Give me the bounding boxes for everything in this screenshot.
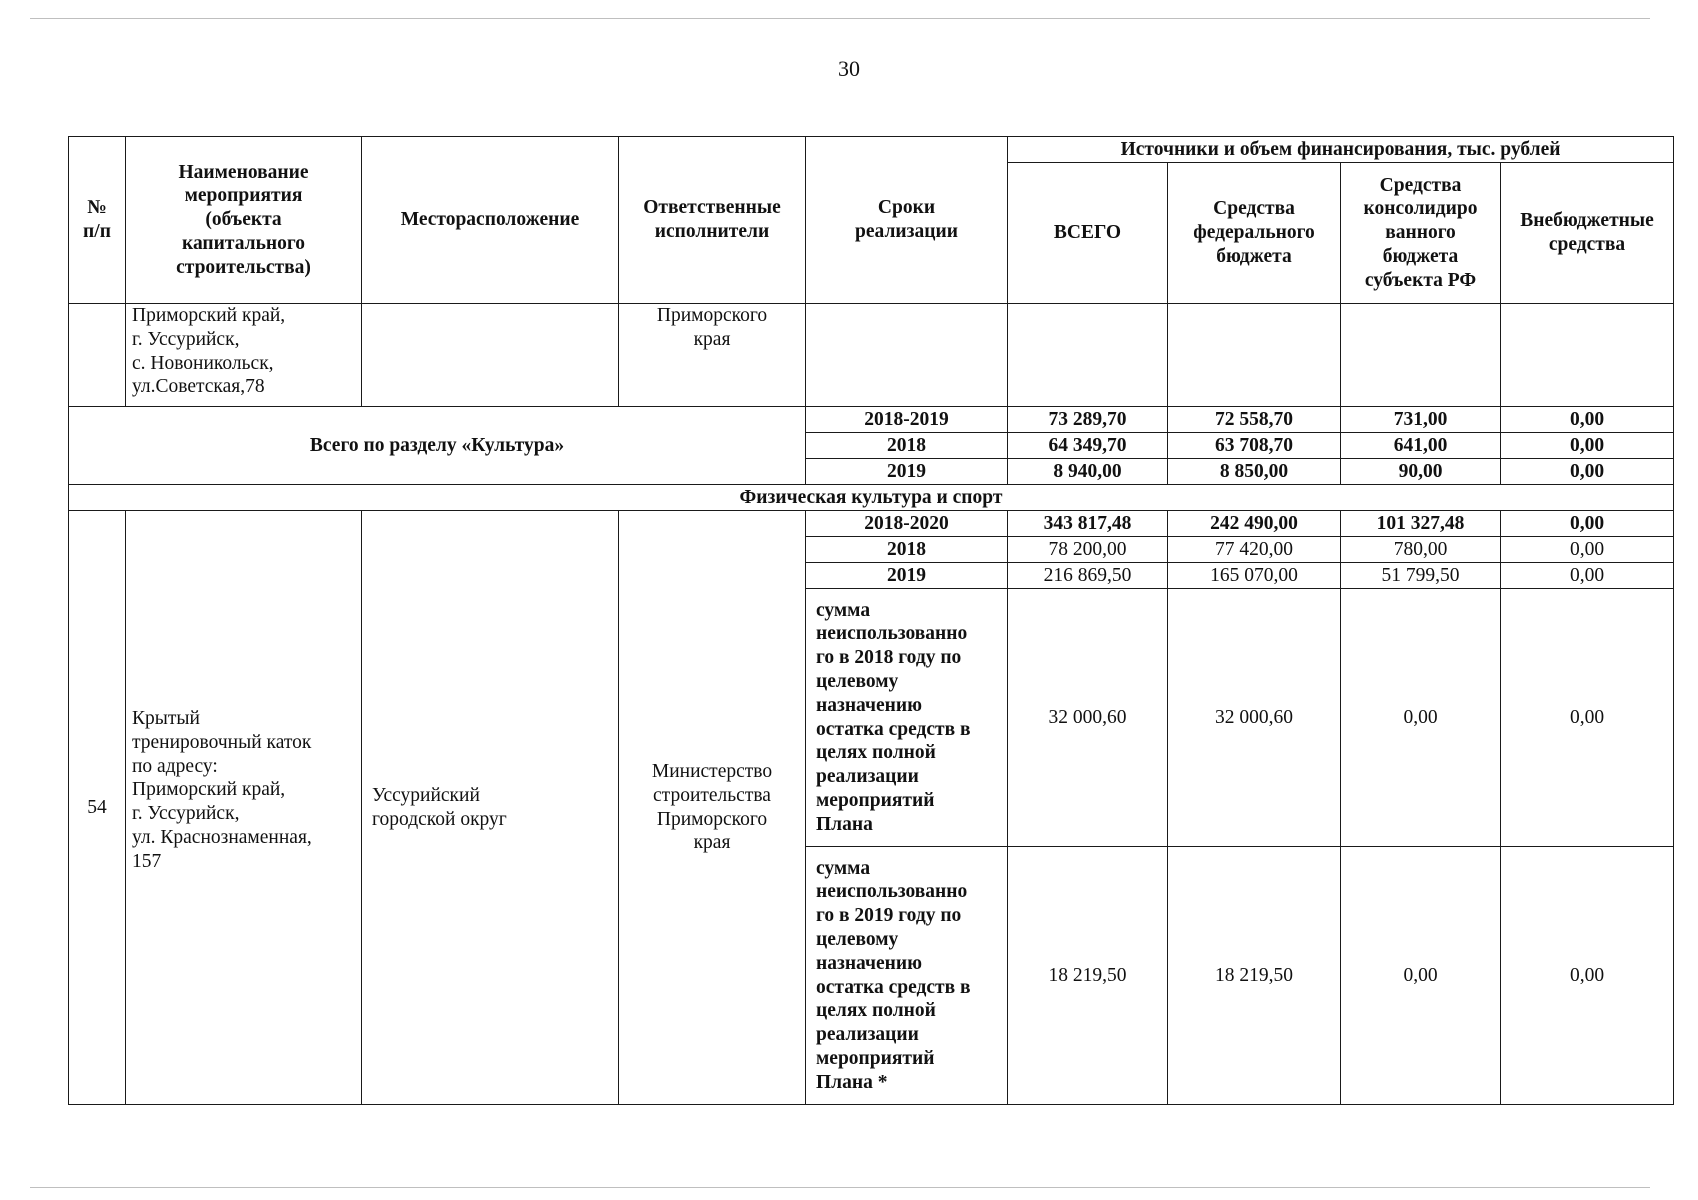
item-54-regional: 780,00: [1341, 537, 1501, 563]
item-54-federal: 32 000,60: [1168, 589, 1341, 847]
header-extra: Внебюджетные средства: [1501, 163, 1674, 304]
header-regional: Средства консолидиро ванного бюджета субъекта РФ: [1341, 163, 1501, 304]
item-54-responsible: Министерство строительства Приморского края: [619, 511, 806, 1105]
item-54-extra: 0,00: [1501, 563, 1674, 589]
culture-total: 73 289,70: [1008, 407, 1168, 433]
header-num: № п/п: [69, 137, 126, 304]
cell-location-empty: [362, 304, 619, 407]
culture-regional: 731,00: [1341, 407, 1501, 433]
culture-total-label: Всего по разделу «Культура»: [69, 407, 806, 485]
item-54-num: 54: [69, 511, 126, 1105]
item-54-period-note: сумма неиспользованно го в 2019 году по целевому назначению остатка средств в целях полной реализации мероприятий Плана *: [806, 847, 1008, 1105]
culture-total: 64 349,70: [1008, 433, 1168, 459]
table-row-continued: [69, 304, 1674, 407]
scan-artifact-bottom: [30, 1187, 1650, 1188]
culture-period: 2018-2019: [806, 407, 1008, 433]
culture-federal: 72 558,70: [1168, 407, 1341, 433]
item-54-extra: 0,00: [1501, 511, 1674, 537]
financing-table: [68, 136, 1674, 1105]
culture-regional: 641,00: [1341, 433, 1501, 459]
item-54-regional: 0,00: [1341, 847, 1501, 1105]
cell-empty: [1168, 304, 1341, 407]
cell-empty: [1008, 304, 1168, 407]
culture-regional: 90,00: [1341, 459, 1501, 485]
culture-extra: 0,00: [1501, 407, 1674, 433]
scan-artifact-top: [30, 18, 1650, 19]
item-54-total: 78 200,00: [1008, 537, 1168, 563]
item-54-total: 32 000,60: [1008, 589, 1168, 847]
cell-empty: [1341, 304, 1501, 407]
item-54-total: 216 869,50: [1008, 563, 1168, 589]
header-federal: Средства федерального бюджета: [1168, 163, 1341, 304]
item-54-total: 18 219,50: [1008, 847, 1168, 1105]
culture-total: 8 940,00: [1008, 459, 1168, 485]
culture-period: 2018: [806, 433, 1008, 459]
culture-federal: 8 850,00: [1168, 459, 1341, 485]
item-54-federal: 18 219,50: [1168, 847, 1341, 1105]
section-heading-row: [69, 485, 1674, 511]
culture-extra: 0,00: [1501, 433, 1674, 459]
item-54-federal: 165 070,00: [1168, 563, 1341, 589]
header-responsible: Ответственные исполнители: [619, 137, 806, 304]
item-54-regional: 101 327,48: [1341, 511, 1501, 537]
cell-empty: [1501, 304, 1674, 407]
item-54-row: [69, 511, 1674, 537]
culture-total-row: [69, 407, 1674, 433]
item-54-extra: 0,00: [1501, 589, 1674, 847]
header-financing-group: Источники и объем финансирования, тыс. рублей: [1008, 137, 1674, 163]
cell-responsible-continued: Приморского края: [619, 304, 806, 407]
item-54-location: Уссурийский городской округ: [362, 511, 619, 1105]
item-54-federal: 77 420,00: [1168, 537, 1341, 563]
item-54-regional: 0,00: [1341, 589, 1501, 847]
item-54-federal: 242 490,00: [1168, 511, 1341, 537]
item-54-period: 2018-2020: [806, 511, 1008, 537]
item-54-extra: 0,00: [1501, 847, 1674, 1105]
item-54-extra: 0,00: [1501, 537, 1674, 563]
header-name: Наименование мероприятия (объекта капитального строительства): [126, 137, 362, 304]
item-54-total: 343 817,48: [1008, 511, 1168, 537]
cell-empty: [806, 304, 1008, 407]
header-total: ВСЕГО: [1008, 163, 1168, 304]
item-54-regional: 51 799,50: [1341, 563, 1501, 589]
culture-federal: 63 708,70: [1168, 433, 1341, 459]
header-location: Месторасположение: [362, 137, 619, 304]
item-54-period-note: сумма неиспользованно го в 2018 году по целевому назначению остатка средств в целях полной реализации мероприятий Плана: [806, 589, 1008, 847]
item-54-period: 2019: [806, 563, 1008, 589]
header-period: Сроки реализации: [806, 137, 1008, 304]
cell-num-empty: [69, 304, 126, 407]
culture-extra: 0,00: [1501, 459, 1674, 485]
culture-period: 2019: [806, 459, 1008, 485]
section-title: Физическая культура и спорт: [69, 485, 1674, 511]
cell-name-continued: Приморский край, г. Уссурийск, с. Новоникольск, ул.Советская,78: [126, 304, 362, 407]
item-54-period: 2018: [806, 537, 1008, 563]
item-54-name: Крытый тренировочный каток по адресу: Приморский край, г. Уссурийск, ул. Краснознаменная, 157: [126, 511, 362, 1105]
page-number: 30: [838, 56, 860, 81]
